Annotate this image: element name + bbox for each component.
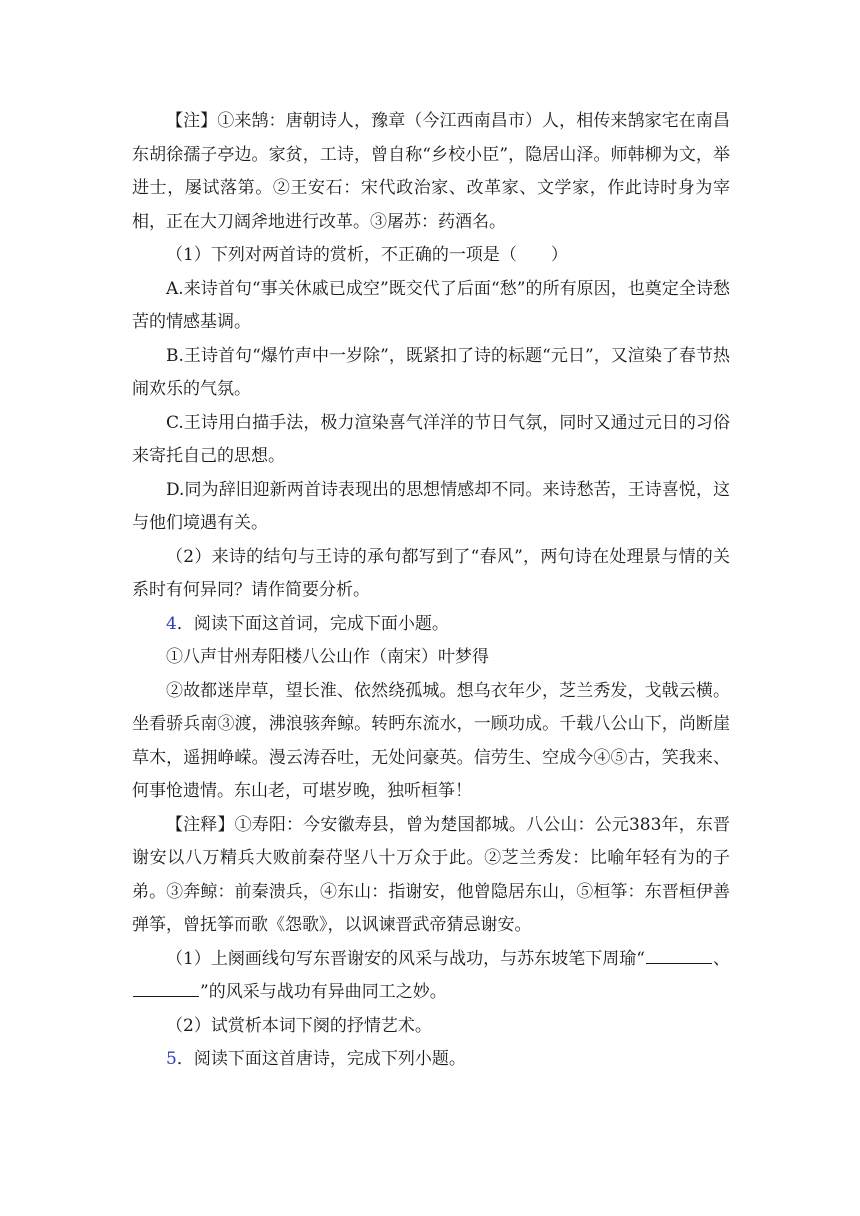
document-page [132,105,730,1077]
item-5-text: ．阅读下面这首唐诗，完成下列小题。 [176,1049,466,1069]
item-5-heading [132,1043,730,1077]
option-c: C.王诗用白描手法，极力渲染喜气洋洋的节日气氛，同时又通过元日的习俗来寄托自己的思想。 [132,412,730,466]
q3-sep: 、 [712,948,731,969]
poem-title: ①八声甘州寿阳楼八公山作（南宋）叶梦得 [166,647,489,667]
q3-part2: ”的风采与战功有异曲同工之妙。 [200,982,447,1002]
item-4-number: 4 [166,613,177,634]
question-4-stem: （2）试赏析本词下阕的抒情艺术。 [166,1015,432,1036]
answer-blank-2[interactable] [133,978,199,997]
item-4-text: ．阅读下面这首词，完成下面小题。 [176,613,449,634]
item-4-heading [132,608,730,642]
option-b: B.王诗首句“爆竹声中一岁除”，既紧扣了诗的标题“元日”，又渲染了春节热闹欢乐的气氛。 [132,345,730,399]
option-a: A.来诗首句“事关休戚已成空”既交代了后面“愁”的所有原因，也奠定全诗愁苦的情感基调。 [132,278,730,332]
poem-notes: 【注释】①寿阳：今安徽寿县，曾为楚国都城。八公山：公元383年，东晋谢安以八万精兵大败前秦苻坚八十万众于此。②芝兰秀发：比喻年轻有为的子弟。③奔鲸：前秦溃兵，④东山：指谢安，他曾隐居东山，⑤桓筝：东晋桓伊善弹筝，曾抚筝而歌《怨歌》，以讽谏晋武帝猜忌谢安。 [132,814,730,935]
question-2-stem: （2）来诗的结句与王诗的承句都写到了“春风”，两句诗在处理景与情的关系时有何异同？请作简要分析。 [132,546,730,600]
answer-blank-1[interactable] [646,945,712,964]
q3-part1: （1）上阕画线句写东晋谢安的风采与战功，与苏东坡笔下周瑜“ [166,948,645,969]
note-laihu: 【注】①来鹄：唐朝诗人，豫章（今江西南昌市）人，相传来鹄家宅在南昌东胡徐孺子亭边。家贫，工诗，曾自称“乡校小臣”，隐居山泽。师韩柳为文，举进士，屡试落第。②王安石：宋代政治家、改革家、文学家，作此诗时身为宰相，正在大刀阔斧地进行改革。③屠苏：药酒名。 [132,111,730,232]
item-5-number: 5 [166,1049,177,1069]
question-3-fill-blank [132,943,730,1010]
question-1-stem: （1）下列对两首诗的赏析，不正确的一项是（ ） [166,245,568,265]
option-d: D.同为辞旧迎新两首诗表现出的思想情感却不同。来诗愁苦，王诗喜悦，这与他们境遇有关。 [132,479,730,533]
poem-body: ②故都迷岸草，望长淮、依然绕孤城。想乌衣年少，芝兰秀发，戈戟云横。坐看骄兵南③渡，沸浪骇奔鲸。转眄东流水，一顾功成。千载八公山下，尚断崖草木，遥拥峥嵘。漫云涛吞吐，无处问豪英。信劳生、空成今④⑤古，笑我来、何事怆遗情。东山老，可堪岁晚，独听桓筝！ [132,680,730,801]
